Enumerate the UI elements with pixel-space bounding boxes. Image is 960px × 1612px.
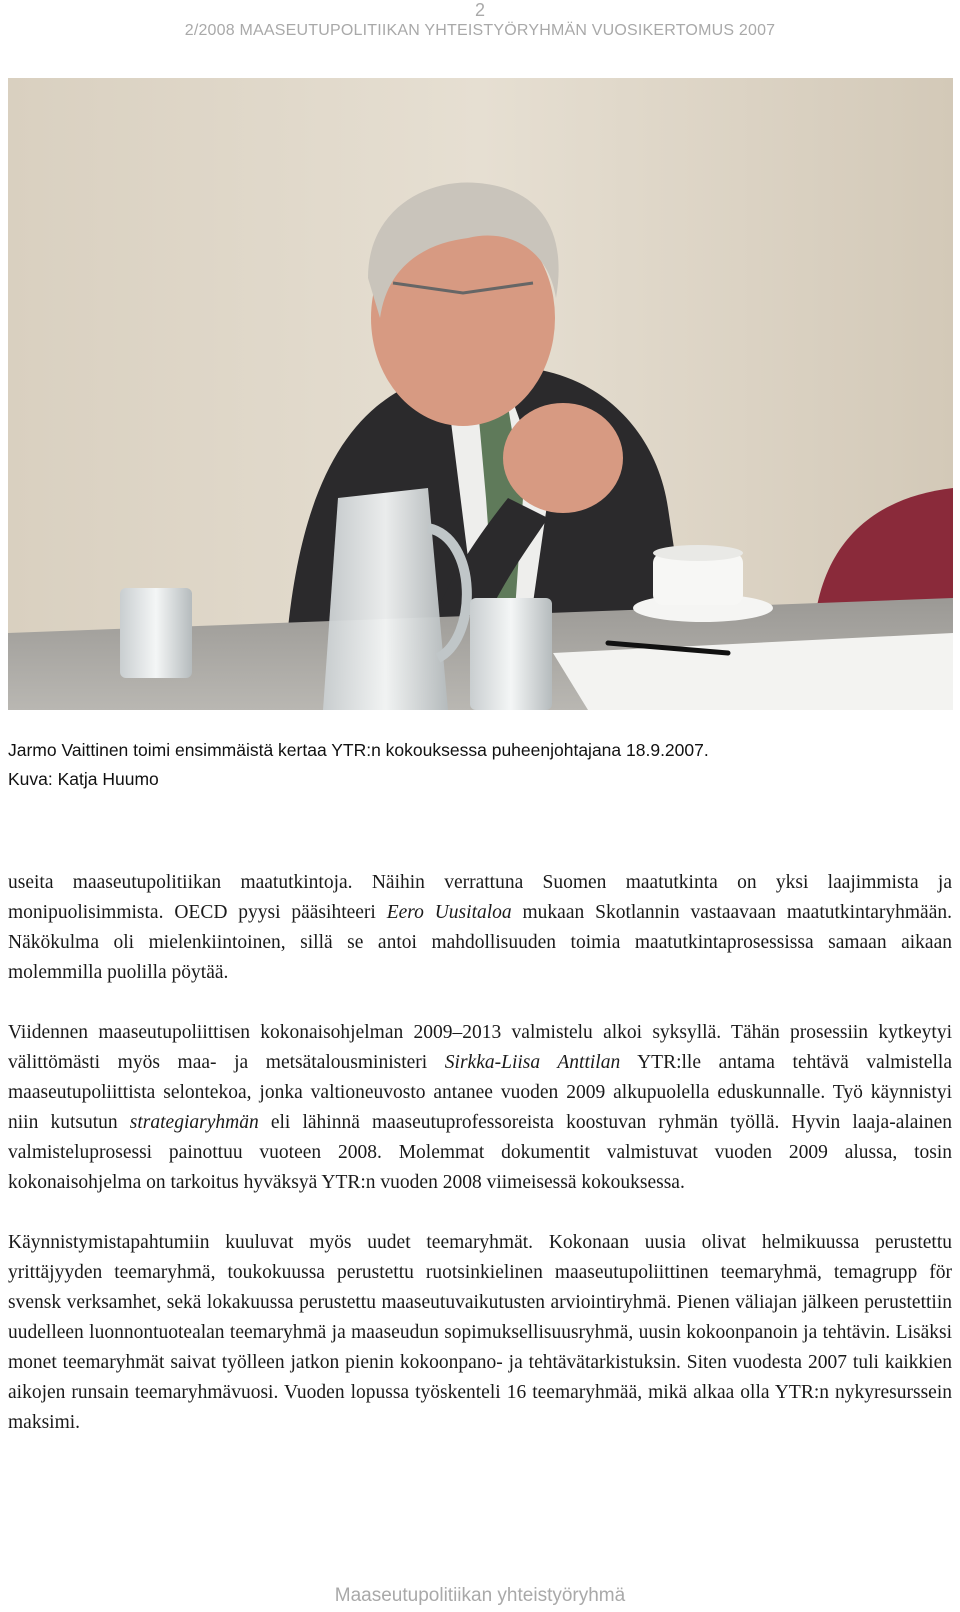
paragraph-1 [8, 868, 952, 988]
paragraph-3: Käynnistymistapahtumiin kuuluvat myös uudet teemaryhmät. Kokonaan uusia olivat helmikuussa perustettu yrittäjyyden teemaryhmä, toukokuussa perustettu ruotsinkielinen maaseutupoliittinen teemaryhmä, temagrupp för svensk verksamhet, sekä lokakuussa perustettu maaseutuvaikutusten arviointiryhmä. Pienen väliajan jälkeen perustettiin uudelleen luonnontuotealan teemaryhmä ja maaseudun sopimuksellisuusryhmä, uusin kokoonpanoin ja tehtävin. Lisäksi monet teemaryhmät saivat työlleen jatkon pienin kokoonpano- ja tehtävätarkistuksin. Siten vuodesta 2007 tuli kaikkien aikojen runsain teemaryhmävuosi. Vuoden lopussa työskenteli 16 teemaryhmää, mikä alkaa olla YTR:n nykyresurssein maksimi. [8, 1232, 952, 1433]
person-name-eero-uusitalo: Eero Uusitaloa [386, 902, 512, 923]
paragraph-2-part-c: eli lähinnä maaseutuprofessoreista koostuvan ryhmän työllä. Hyvin laaja-alainen valmisteluprosessi painottuu vuoteen 2008. Molemmat dokumentit valmistuvat vuoden 2009 alussa, tosin kokonaisohjelma on tarkoitus hyväksyä YTR:n vuoden 2008 viimeisessä kokouksessa. [8, 1112, 952, 1193]
caption-line-1: Jarmo Vaittinen toimi ensimmäistä kertaa YTR:n kokouksessa puheenjohtajana 18.9.2007. [8, 740, 709, 760]
body-text [8, 868, 952, 1438]
meeting-photo [8, 78, 953, 710]
paragraph-1-part-a: useita maaseutupolitiikan maatutkintoja. Näihin verrattuna Suomen maatutkinta on yksi laajimmista ja monipuolisimmista. OECD pyysi pääsihteeri [8, 872, 952, 923]
page-footer: Maaseutupolitiikan yhteistyöryhmä [334, 1585, 626, 1606]
caption-line-2: Kuva: Katja Huumo [8, 769, 159, 789]
paragraph-1-part-b: mukaan Skotlannin vastaavaan maatutkintaryhmään. Näkökulma oli mielenkiintoinen, sillä se antoi mahdollisuuden toimia maatutkintaprosessissa samaan aikaan molemmilla puolilla pöytää. [8, 902, 952, 983]
page-header [0, 0, 960, 40]
photo-caption [8, 736, 948, 794]
paragraph-2-part-b: YTR:lle antama tehtävä valmistella maaseutupoliittista selontekoa, jonka valtioneuvosto antanee vuoden 2009 alkupuolella eduskunnalle. Työ käynnistyi niin kutsutun [8, 1052, 952, 1133]
running-title: 2/2008 MAASEUTUPOLITIIKAN YHTEISTYÖRYHMÄN VUOSIKERTOMUS 2007 [184, 22, 776, 39]
term-strategiaryhma: strategiaryhmän [129, 1112, 259, 1133]
person-name-sirkka-liisa-anttila: Sirkka-Liisa Anttilan [444, 1052, 621, 1073]
paragraph-2 [8, 1018, 952, 1198]
page-number: 2 [474, 0, 485, 20]
paragraph-2-part-a: Viidennen maaseutupoliittisen kokonaisohjelman 2009–2013 valmistelu alkoi syksyllä. Tähän prosessiin kytkeytyi välittömästi myös maa- ja metsätalousministeri [8, 1022, 952, 1073]
